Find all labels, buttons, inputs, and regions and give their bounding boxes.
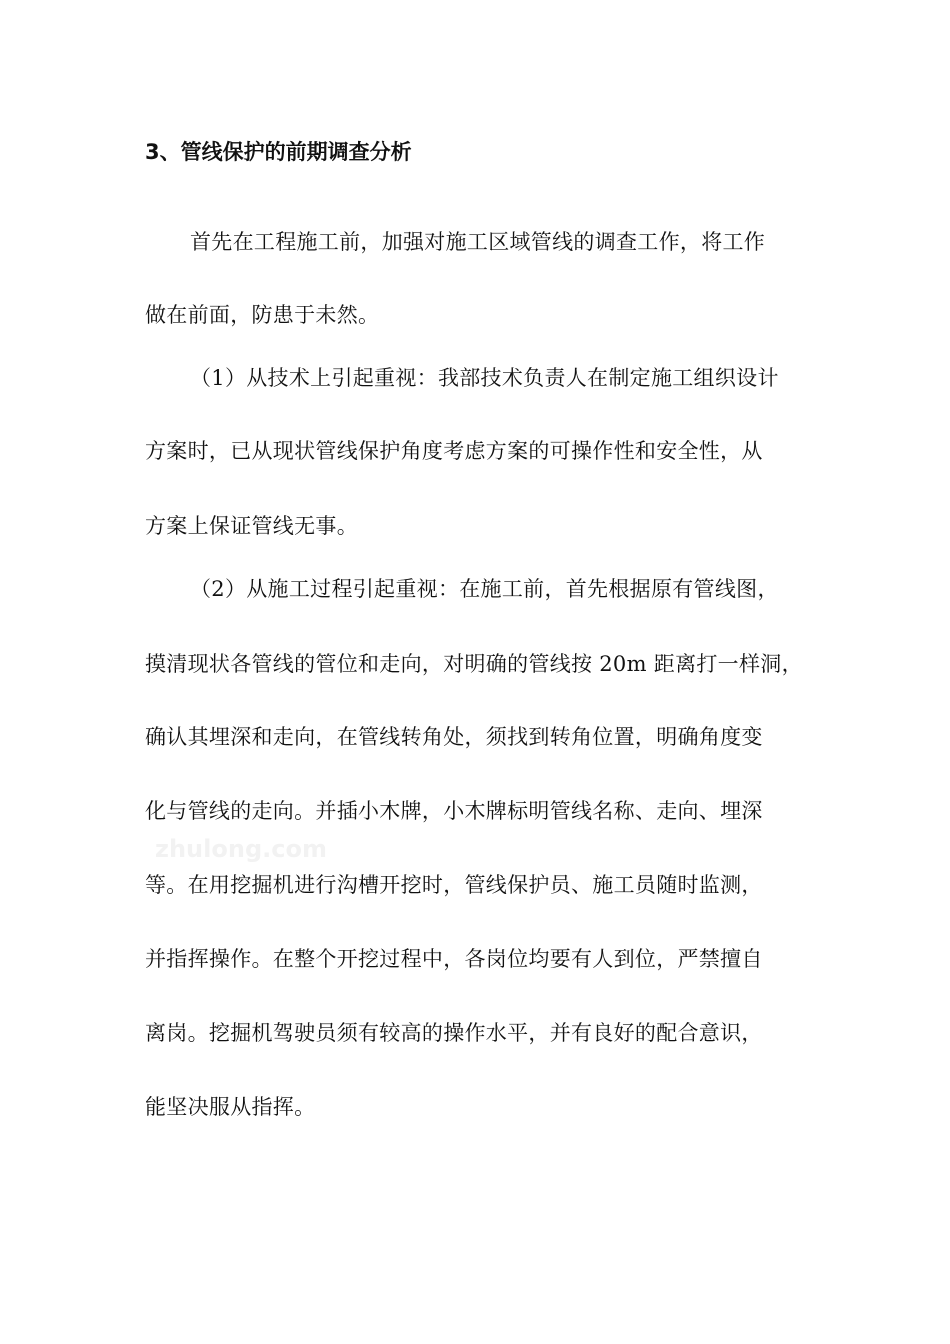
paragraph-line: 首先在工程施工前，加强对施工区域管线的调查工作，将工作 (190, 230, 766, 254)
paragraph-line: （2）从施工过程引起重视：在施工前，首先根据原有管线图， (190, 577, 779, 601)
paragraph-line: 离岗。挖掘机驾驶员须有较高的操作水平，并有良好的配合意识， (145, 1021, 763, 1045)
paragraph-line: 并指挥操作。在整个开挖过程中，各岗位均要有人到位，严禁擅自 (145, 947, 763, 971)
section-heading: 3、管线保护的前期调查分析 (145, 140, 412, 164)
paragraph-line: 等。在用挖掘机进行沟槽开挖时，管线保护员、施工员随时监测， (145, 873, 763, 897)
paragraph-line: 方案时，已从现状管线保护角度考虑方案的可操作性和安全性，从 (145, 439, 763, 463)
paragraph-line: 摸清现状各管线的管位和走向，对明确的管线按 20m 距离打一样洞， (145, 652, 803, 676)
paragraph-line: 能坚决服从指挥。 (145, 1095, 316, 1119)
watermark: zhulong.com (155, 835, 327, 863)
paragraph-line: 方案上保证管线无事。 (145, 514, 358, 538)
paragraph-line: 化与管线的走向。并插小木牌，小木牌标明管线名称、走向、埋深 (145, 799, 763, 823)
paragraph-line: 做在前面，防患于未然。 (145, 303, 380, 327)
paragraph-line: 确认其埋深和走向，在管线转角处，须找到转角位置，明确角度变 (145, 725, 763, 749)
paragraph-line: （1）从技术上引起重视：我部技术负责人在制定施工组织设计 (190, 366, 779, 390)
